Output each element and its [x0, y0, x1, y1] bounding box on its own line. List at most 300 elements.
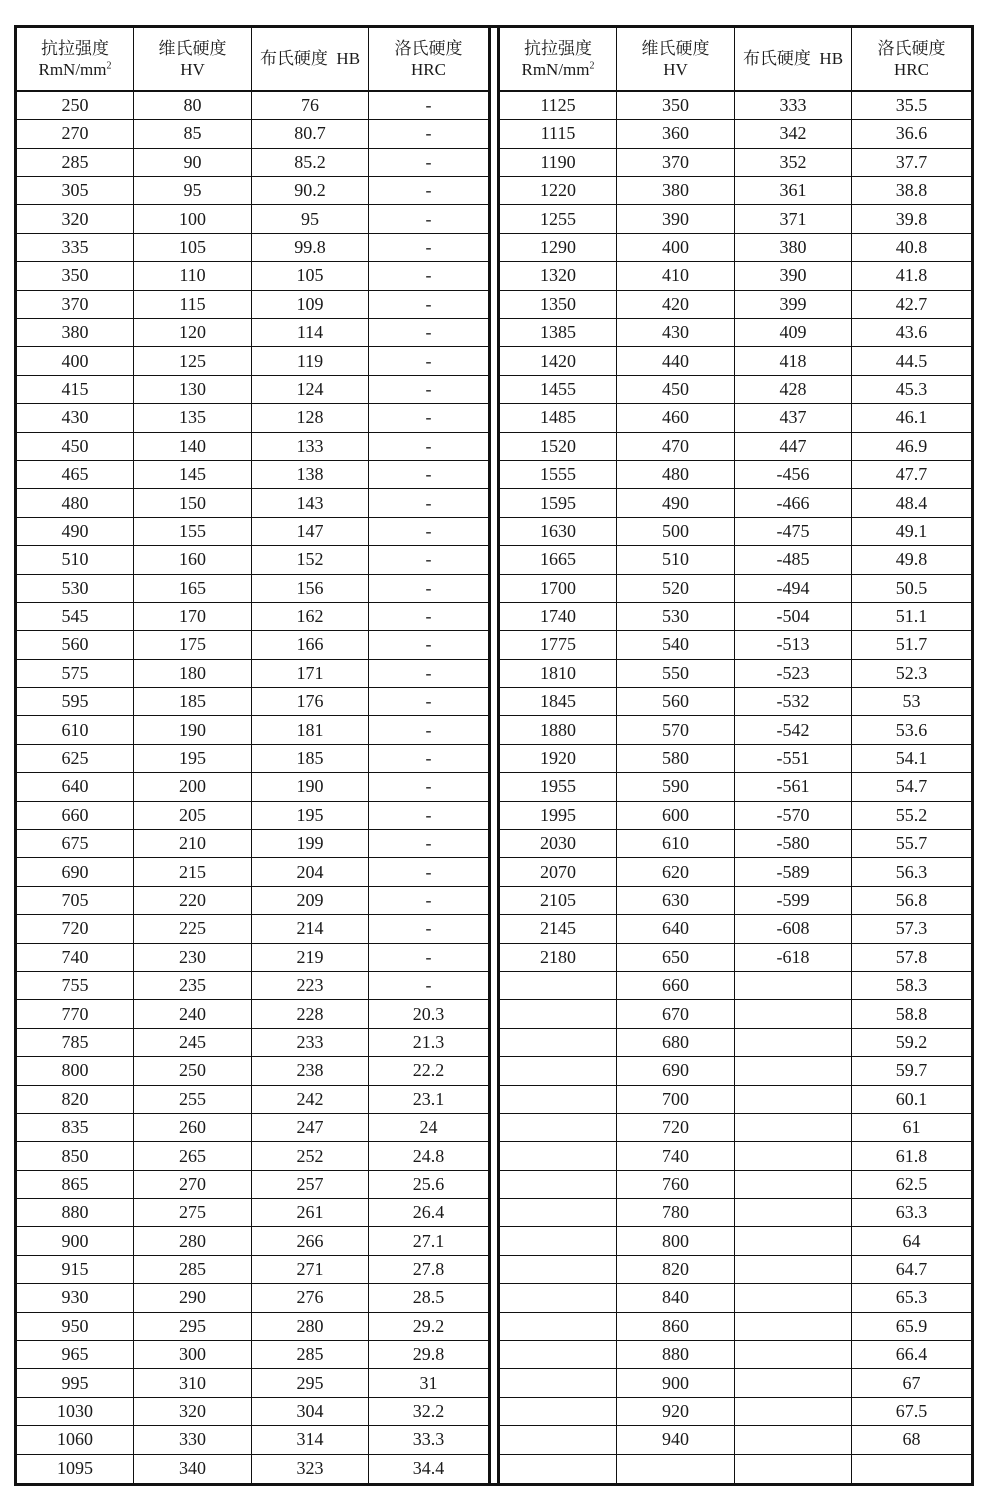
cell-hb [735, 1227, 852, 1254]
cell-tensile [500, 1114, 617, 1141]
table-row [500, 745, 971, 773]
cell-hv: 210 [134, 830, 252, 857]
cell-tensile: 450 [17, 433, 134, 460]
cell-hrc: - [425, 918, 432, 939]
cell-hrc: 29.2 [412, 1315, 445, 1336]
table-row [500, 1000, 971, 1028]
cell-hrc: - [425, 265, 432, 286]
cell-hv: 145 [134, 461, 252, 488]
cell-hv: 630 [617, 887, 735, 914]
cell-hb [735, 1313, 852, 1340]
cell-hrc: - [425, 237, 432, 257]
cell-hrc: - [425, 889, 432, 910]
cell-hb: 199 [252, 830, 369, 857]
cell-hv: 640 [617, 915, 735, 942]
table-row [17, 660, 488, 688]
table-row [500, 1057, 971, 1085]
cell-tensile [500, 1341, 617, 1368]
cell-hrc: 61 [902, 1117, 921, 1138]
cell-hv: 180 [134, 660, 252, 687]
table-row [17, 830, 488, 858]
cell-hrc: 47.7 [895, 464, 928, 485]
cell-hrc: - [425, 492, 432, 513]
cell-hv: 740 [617, 1142, 735, 1169]
cell-hrc: - [425, 378, 432, 399]
header-vickers-unit: HV [663, 59, 688, 79]
cell-hrc: - [425, 861, 432, 882]
cell-hrc: - [425, 691, 432, 712]
cell-hv: 420 [617, 291, 735, 318]
cell-hrc: 56.8 [895, 889, 928, 910]
cell-hv: 500 [617, 518, 735, 545]
cell-hb: 166 [252, 631, 369, 658]
cell-hrc: - [425, 662, 432, 683]
cell-tensile: 660 [17, 802, 134, 829]
table-row [500, 575, 971, 603]
cell-hb: 124 [252, 376, 369, 403]
cell-hb: 190 [252, 773, 369, 800]
cell-hv: 125 [134, 347, 252, 374]
cell-hv: 900 [617, 1369, 735, 1396]
cell-hrc: - [425, 520, 432, 541]
cell-hb: 152 [252, 546, 369, 573]
header-vickers-title: 维氏硬度 [158, 38, 227, 58]
cell-hb: -599 [735, 887, 852, 914]
cell-hrc: 31 [419, 1372, 438, 1393]
cell-hv: 230 [134, 944, 252, 971]
cell-hv: 590 [617, 773, 735, 800]
cell-hrc: 44.5 [895, 350, 928, 371]
cell-hv: 510 [617, 546, 735, 573]
cell-hv: 205 [134, 802, 252, 829]
cell-hb: 390 [735, 262, 852, 289]
cell-tensile: 1485 [500, 404, 617, 431]
table-row [17, 1086, 488, 1114]
table-row [500, 1086, 971, 1114]
table-row [17, 177, 488, 205]
cell-hrc: - [425, 180, 432, 201]
table-row [17, 291, 488, 319]
cell-hrc: 22.2 [412, 1060, 445, 1081]
cell-hrc: - [425, 946, 432, 967]
cell-tensile: 1520 [500, 433, 617, 460]
table-row [500, 1256, 971, 1284]
cell-tensile: 1030 [17, 1398, 134, 1425]
cell-hrc: 58.8 [895, 1003, 928, 1024]
cell-hb: -485 [735, 546, 852, 573]
cell-hv: 820 [617, 1256, 735, 1283]
cell-hb: 204 [252, 858, 369, 885]
cell-hrc: - [425, 719, 432, 740]
cell-hrc: - [425, 293, 432, 314]
cell-hb: 238 [252, 1057, 369, 1084]
header-tensile-title: 抗拉强度 [41, 38, 109, 58]
table-row [17, 319, 488, 347]
cell-hrc: - [425, 407, 432, 428]
table-row [17, 1199, 488, 1227]
cell-hv: 660 [617, 972, 735, 999]
table-row [500, 546, 971, 574]
table-row [17, 1284, 488, 1312]
cell-hb: 223 [252, 972, 369, 999]
header-brinell-title: 布氏硬度 HB [259, 49, 361, 69]
cell-hrc: 61.8 [895, 1145, 928, 1166]
cell-hv: 280 [134, 1227, 252, 1254]
table-row [500, 830, 971, 858]
cell-tensile [500, 1086, 617, 1113]
cell-hb: 156 [252, 575, 369, 602]
table-row [17, 915, 488, 943]
cell-hb [735, 1199, 852, 1226]
cell-tensile: 930 [17, 1284, 134, 1311]
table-row [500, 489, 971, 517]
cell-hb: 261 [252, 1199, 369, 1226]
cell-hrc: 33.3 [412, 1429, 445, 1450]
header-rockwell [369, 28, 488, 90]
cell-hb [735, 972, 852, 999]
cell-tensile: 1880 [500, 716, 617, 743]
table-row [17, 1057, 488, 1085]
table-row [500, 376, 971, 404]
cell-tensile: 320 [17, 205, 134, 232]
cell-hv: 105 [134, 234, 252, 261]
cell-tensile: 1555 [500, 461, 617, 488]
cell-hb: -580 [735, 830, 852, 857]
cell-hb: 361 [735, 177, 852, 204]
cell-hrc: - [425, 776, 432, 797]
cell-tensile: 1995 [500, 802, 617, 829]
header-rockwell-title: 洛氏硬度 [877, 38, 946, 58]
cell-tensile: 560 [17, 631, 134, 658]
cell-hb [735, 1369, 852, 1396]
cell-hb: -608 [735, 915, 852, 942]
cell-tensile: 370 [17, 291, 134, 318]
cell-tensile: 800 [17, 1057, 134, 1084]
table-header-right [500, 28, 971, 92]
table-row [17, 631, 488, 659]
cell-tensile: 850 [17, 1142, 134, 1169]
table-row [500, 631, 971, 659]
cell-hv: 410 [617, 262, 735, 289]
cell-hrc: 42.7 [895, 293, 928, 314]
cell-hb: 447 [735, 433, 852, 460]
cell-hb: 80.7 [252, 120, 369, 147]
cell-hv: 380 [617, 177, 735, 204]
cell-hv: 520 [617, 575, 735, 602]
cell-hrc: 50.5 [895, 577, 928, 598]
table-row [500, 773, 971, 801]
cell-hrc: 59.7 [895, 1060, 928, 1081]
cell-hrc: - [425, 833, 432, 854]
cell-hrc: 59.2 [895, 1031, 928, 1052]
cell-hb: 233 [252, 1029, 369, 1056]
cell-hv: 700 [617, 1086, 735, 1113]
table-row [17, 404, 488, 432]
table-row [17, 688, 488, 716]
cell-hrc: 65.9 [895, 1315, 928, 1336]
table-row [500, 518, 971, 546]
table-row [17, 972, 488, 1000]
cell-hv: 300 [134, 1341, 252, 1368]
cell-hb: -475 [735, 518, 852, 545]
cell-hv: 370 [617, 149, 735, 176]
cell-tensile: 740 [17, 944, 134, 971]
cell-hrc: 40.8 [895, 237, 928, 257]
cell-hv: 95 [134, 177, 252, 204]
table-row [500, 1114, 971, 1142]
cell-hb: 147 [252, 518, 369, 545]
table-row [17, 1171, 488, 1199]
cell-hrc: 67 [902, 1372, 921, 1393]
cell-tensile [500, 1000, 617, 1027]
cell-hrc: 38.8 [895, 180, 928, 201]
cell-hv: 350 [617, 92, 735, 119]
table-row [500, 205, 971, 233]
cell-hv: 580 [617, 745, 735, 772]
table-row [500, 461, 971, 489]
cell-hrc: 24.8 [412, 1145, 445, 1166]
cell-hb: 323 [252, 1455, 369, 1483]
table-row [500, 1171, 971, 1199]
cell-hrc: 20.3 [412, 1003, 445, 1024]
cell-tensile: 1595 [500, 489, 617, 516]
cell-hv: 670 [617, 1000, 735, 1027]
cell-tensile: 1455 [500, 376, 617, 403]
cell-hv: 290 [134, 1284, 252, 1311]
cell-tensile: 835 [17, 1114, 134, 1141]
cell-tensile [500, 1284, 617, 1311]
cell-hv: 215 [134, 858, 252, 885]
hardness-conversion-table [14, 25, 974, 1486]
cell-tensile: 1665 [500, 546, 617, 573]
cell-hb: -542 [735, 716, 852, 743]
cell-hv: 540 [617, 631, 735, 658]
cell-tensile: 1125 [500, 92, 617, 119]
table-row [17, 1000, 488, 1028]
cell-hv: 175 [134, 631, 252, 658]
cell-hrc: 56.3 [895, 861, 928, 882]
cell-hb: 257 [252, 1171, 369, 1198]
cell-hrc: - [425, 322, 432, 343]
cell-tensile [500, 1199, 617, 1226]
cell-hv: 185 [134, 688, 252, 715]
cell-tensile: 1350 [500, 291, 617, 318]
table-row [500, 1284, 971, 1312]
cell-tensile: 1420 [500, 347, 617, 374]
cell-hv: 135 [134, 404, 252, 431]
table-row [17, 120, 488, 148]
cell-tensile: 1320 [500, 262, 617, 289]
cell-hv: 200 [134, 773, 252, 800]
cell-hrc: 64.7 [895, 1259, 928, 1280]
header-tensile-unit: RmN/$mm^2$ [521, 59, 595, 79]
cell-tensile: 285 [17, 149, 134, 176]
table-row [17, 773, 488, 801]
cell-tensile: 1955 [500, 773, 617, 800]
table-row [17, 1256, 488, 1284]
cell-tensile: 350 [17, 262, 134, 289]
table-row [500, 1199, 971, 1227]
cell-tensile [500, 1029, 617, 1056]
cell-hv: 265 [134, 1142, 252, 1169]
cell-tensile: 690 [17, 858, 134, 885]
cell-hb: 266 [252, 1227, 369, 1254]
cell-tensile: 640 [17, 773, 134, 800]
table-row [500, 404, 971, 432]
cell-hb: 428 [735, 376, 852, 403]
table-row [17, 1398, 488, 1426]
cell-hv: 680 [617, 1029, 735, 1056]
table-row [17, 1114, 488, 1142]
table-row [17, 1029, 488, 1057]
cell-hv: 920 [617, 1398, 735, 1425]
cell-hrc: 57.3 [895, 918, 928, 939]
cell-hv: 115 [134, 291, 252, 318]
cell-hv: 860 [617, 1313, 735, 1340]
cell-tensile: 770 [17, 1000, 134, 1027]
header-vickers [617, 28, 735, 90]
cell-hrc: 58.3 [895, 975, 928, 996]
cell-tensile [500, 1369, 617, 1396]
cell-hrc: 68 [902, 1429, 921, 1450]
cell-hb: 219 [252, 944, 369, 971]
cell-hv: 275 [134, 1199, 252, 1226]
cell-hrc: 60.1 [895, 1088, 928, 1109]
cell-hv: 195 [134, 745, 252, 772]
table-row [17, 575, 488, 603]
table-row [17, 887, 488, 915]
cell-tensile: 530 [17, 575, 134, 602]
cell-hb: 352 [735, 149, 852, 176]
cell-hrc [852, 1455, 971, 1483]
table-row [500, 291, 971, 319]
cell-hb: 133 [252, 433, 369, 460]
cell-hrc: 21.3 [412, 1031, 445, 1052]
cell-tensile: 250 [17, 92, 134, 119]
cell-hrc: 37.7 [895, 151, 928, 172]
table-row [500, 716, 971, 744]
cell-tensile: 1385 [500, 319, 617, 346]
cell-hv: 460 [617, 404, 735, 431]
cell-hrc: 41.8 [895, 265, 928, 286]
cell-tensile: 1630 [500, 518, 617, 545]
cell-hb: 295 [252, 1369, 369, 1396]
cell-hv: 80 [134, 92, 252, 119]
cell-tensile: 1095 [17, 1455, 134, 1483]
cell-tensile: 625 [17, 745, 134, 772]
cell-tensile: 415 [17, 376, 134, 403]
cell-tensile [500, 1057, 617, 1084]
table-row [17, 149, 488, 177]
cell-tensile: 755 [17, 972, 134, 999]
cell-hrc: 48.4 [895, 492, 928, 513]
cell-hb: -551 [735, 745, 852, 772]
cell-hb: 418 [735, 347, 852, 374]
cell-hrc: 26.4 [412, 1202, 445, 1223]
cell-tensile: 545 [17, 603, 134, 630]
cell-hv: 130 [134, 376, 252, 403]
table-row [17, 234, 488, 262]
cell-hrc: 28.5 [412, 1287, 445, 1308]
cell-tensile: 865 [17, 1171, 134, 1198]
cell-tensile: 2030 [500, 830, 617, 857]
cell-hv: 155 [134, 518, 252, 545]
cell-tensile: 785 [17, 1029, 134, 1056]
cell-hv: 120 [134, 319, 252, 346]
table-row [17, 1313, 488, 1341]
table-row [500, 603, 971, 631]
cell-hv: 940 [617, 1426, 735, 1453]
cell-hb: -570 [735, 802, 852, 829]
cell-hv: 650 [617, 944, 735, 971]
cell-hv: 780 [617, 1199, 735, 1226]
cell-tensile: 1190 [500, 149, 617, 176]
cell-tensile [500, 1426, 617, 1453]
cell-hv: 450 [617, 376, 735, 403]
cell-tensile: 1920 [500, 745, 617, 772]
cell-hv: 430 [617, 319, 735, 346]
cell-tensile [500, 1256, 617, 1283]
cell-hv: 760 [617, 1171, 735, 1198]
table-row [500, 433, 971, 461]
cell-hb: 119 [252, 347, 369, 374]
table-row [17, 262, 488, 290]
cell-hrc: 32.2 [412, 1401, 445, 1422]
cell-hrc: 55.7 [895, 833, 928, 854]
table-row [500, 262, 971, 290]
cell-hv: 320 [134, 1398, 252, 1425]
cell-hb: 90.2 [252, 177, 369, 204]
cell-tensile: 915 [17, 1256, 134, 1283]
cell-hrc: - [425, 549, 432, 570]
cell-hb: 271 [252, 1256, 369, 1283]
header-brinell-title: 布氏硬度 HB [742, 49, 844, 69]
cell-hb: -504 [735, 603, 852, 630]
cell-hrc: - [425, 350, 432, 371]
cell-tensile: 1255 [500, 205, 617, 232]
cell-tensile: 1290 [500, 234, 617, 261]
table-row [17, 518, 488, 546]
cell-hv: 190 [134, 716, 252, 743]
cell-tensile: 335 [17, 234, 134, 261]
header-vickers [134, 28, 252, 90]
cell-tensile: 900 [17, 1227, 134, 1254]
table-row [17, 1227, 488, 1255]
cell-hrc: - [425, 95, 432, 116]
cell-hb: 185 [252, 745, 369, 772]
cell-tensile: 950 [17, 1313, 134, 1340]
cell-hv: 880 [617, 1341, 735, 1368]
cell-hb: -466 [735, 489, 852, 516]
cell-hv: 620 [617, 858, 735, 885]
cell-hv: 340 [134, 1455, 252, 1483]
cell-tensile: 400 [17, 347, 134, 374]
cell-hb: 280 [252, 1313, 369, 1340]
table-row [500, 944, 971, 972]
cell-hv: 690 [617, 1057, 735, 1084]
cell-tensile: 705 [17, 887, 134, 914]
cell-tensile: 510 [17, 546, 134, 573]
table-row [500, 858, 971, 886]
cell-hb: 76 [252, 92, 369, 119]
cell-hrc: - [425, 804, 432, 825]
cell-hv: 800 [617, 1227, 735, 1254]
cell-hb: 333 [735, 92, 852, 119]
cell-hb: 242 [252, 1086, 369, 1113]
table-row [500, 1369, 971, 1397]
cell-hv: 530 [617, 603, 735, 630]
cell-tensile: 1700 [500, 575, 617, 602]
